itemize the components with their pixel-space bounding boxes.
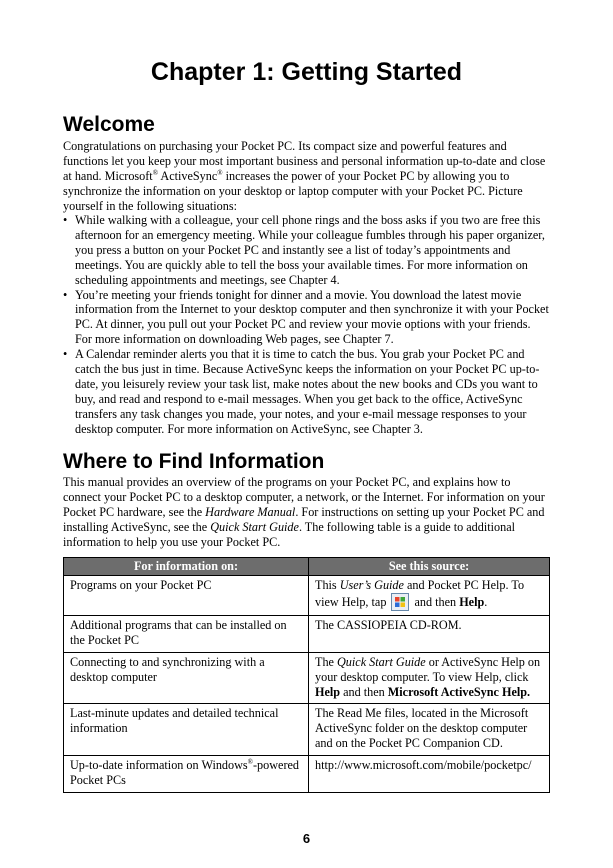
table-cell: The Read Me files, located in the Microsoft ActiveSync folder on the desktop computer and on the Pocket PC Companion CD. xyxy=(309,704,550,756)
table-row xyxy=(64,704,550,756)
welcome-heading: Welcome xyxy=(63,113,155,136)
activesync-name: ActiveSync xyxy=(158,168,218,183)
where-text-2: . For instructions on setting up your Pocket PC and installing ActiveSync, see the xyxy=(63,504,545,534)
registered-mark: ® xyxy=(152,168,159,177)
table-row xyxy=(64,576,550,616)
table-cell: Programs on your Pocket PC xyxy=(64,576,309,616)
cell-text: or ActiveSync Help on your desktop computer. To view Help, click xyxy=(315,654,541,684)
table-row xyxy=(64,615,550,652)
cell-text: and then xyxy=(340,684,388,699)
cell-text: and then xyxy=(411,594,460,609)
welcome-intro xyxy=(63,139,550,214)
table-header-row xyxy=(64,558,550,576)
table-cell: Last-minute updates and detailed technical information xyxy=(64,704,309,756)
windows-start-icon xyxy=(391,593,409,611)
users-guide-title: User’s Guide xyxy=(339,578,404,592)
where-paragraph xyxy=(63,475,550,550)
quick-start-guide-title: Quick Start Guide xyxy=(210,519,299,534)
registered-mark: ® xyxy=(247,758,253,767)
table-cell: The CASSIOPEIA CD-ROM. xyxy=(309,615,550,652)
where-text-1: This manual provides an overview of the programs on your Pocket PC, and explains how to connect your Pocket PC to a desktop computer, a network, or the Internet. For information on your Pocket PC hardware, see the xyxy=(63,475,545,519)
help-label: Help xyxy=(315,684,341,699)
cell-text: -powered Pocket PCs xyxy=(70,758,300,788)
situation-list xyxy=(63,213,550,437)
table-cell: http://www.microsoft.com/mobile/pocketpc/ xyxy=(309,756,550,793)
list-item: • You’re meeting your friends tonight for dinner and a movie. You download the latest movie information from the Internet to your desktop computer and then synchronize it with your Pocket PC. At dinner, you pull out your Pocket PC and review your movie options with your friends. For more information on downloading Web pages, see Chapter 7. xyxy=(63,288,550,348)
where-text-3: . The following table is a guide to additional information to help you use your Pocket PC. xyxy=(63,519,515,549)
cell-text: This xyxy=(315,578,340,592)
welcome-intro-part1: Congratulations on purchasing your Pocket PC. Its compact size and powerful features and functions let you keep your most important business and personal information up-to-date and close at hand. Microsoft xyxy=(63,139,546,183)
activesync-help-label: Microsoft ActiveSync Help. xyxy=(387,684,531,699)
table-row xyxy=(64,652,550,704)
welcome-intro-part2: increases the power of your Pocket PC by allowing you to synchronize the information on your desktop or laptop computer with your Pocket PC. Picture yourself in the following situations: xyxy=(63,168,523,213)
column-header: For information on: xyxy=(64,558,309,576)
quick-start-guide-title: Quick Start Guide xyxy=(337,654,426,669)
list-item: • A Calendar reminder alerts you that it is time to catch the bus. You grab your Pocket PC and catch the bus just in time. Because ActiveSync keeps the information on your Pocket PC up-to-date, you leisurely review your task list, make notes about the new books and CDs you want to buy, and read and respond to e-mail messages. When you get back to the office, ActiveSync transfers any task changes you made, your notes, and your e-mail message responses to your desktop computer. For more information on ActiveSync, see Chapter 3. xyxy=(63,347,550,436)
cell-text: Up-to-date information on Windows xyxy=(70,758,248,773)
table-row xyxy=(64,756,550,793)
table-cell xyxy=(309,652,550,704)
table-cell: Connecting to and synchronizing with a desktop computer xyxy=(64,652,309,704)
table-cell xyxy=(64,756,309,793)
table-cell: Additional programs that can be installed on the Pocket PC xyxy=(64,615,309,652)
help-label: Help xyxy=(459,594,485,609)
information-table xyxy=(63,557,550,793)
hardware-manual-title: Hardware Manual xyxy=(205,504,296,519)
cell-text: The xyxy=(315,654,337,669)
chapter-title: Chapter 1: Getting Started xyxy=(150,58,463,86)
page-number: 6 xyxy=(302,831,311,846)
where-heading: Where to Find Information xyxy=(63,450,325,473)
cell-text: . xyxy=(484,594,488,609)
cell-text: and Pocket PC Help. To view Help, tap xyxy=(315,578,525,609)
column-header: See this source: xyxy=(309,558,550,576)
list-item: • While walking with a colleague, your cell phone rings and the boss asks if you two are free this afternoon for an emergency meeting. While your colleague fumbles through his paper organizer, you press a button on your Pocket PC and instantly see a list of today’s appointments and meetings. You are quickly able to tell the boss your available times. For more information on scheduling appointments and meetings, see Chapter 4. xyxy=(63,213,550,288)
table-cell xyxy=(309,576,550,616)
registered-mark: ® xyxy=(217,168,223,177)
